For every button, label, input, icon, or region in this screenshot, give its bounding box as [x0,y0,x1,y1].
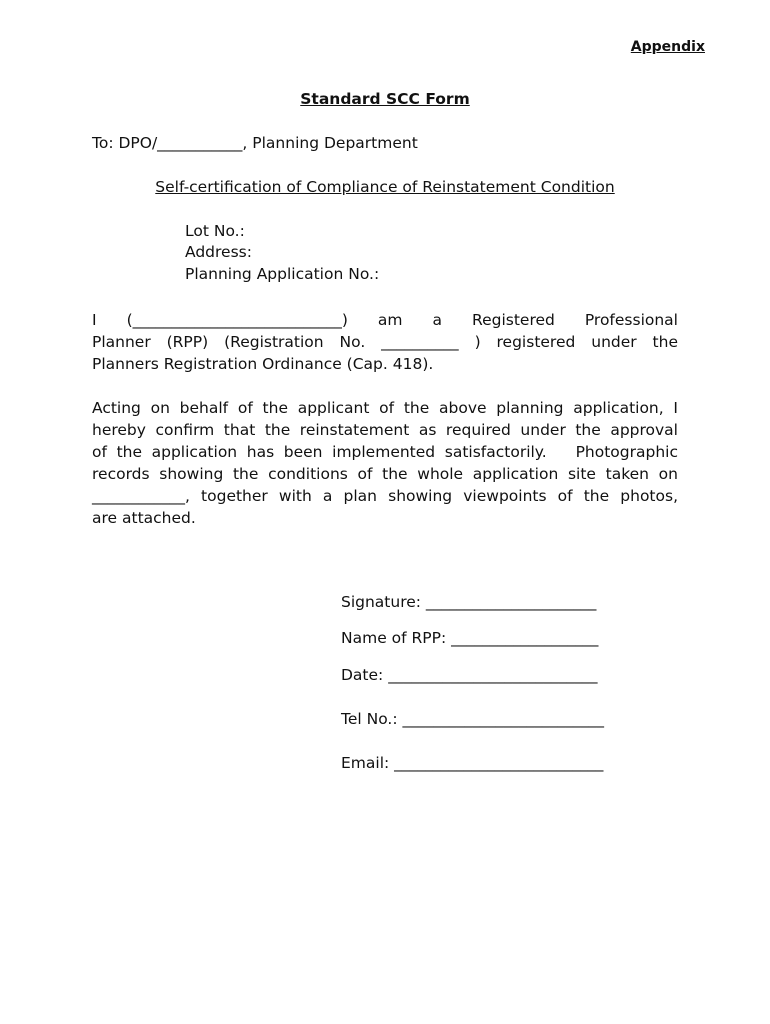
lot-no-label: Lot No.: [185,222,245,240]
paragraph-line: of the application has been implemented satisfactorily. Photographic [92,443,678,461]
paragraph-line: Acting on behalf of the applicant of the above planning application, I [92,399,678,417]
paragraph-line: records showing the conditions of the whole application site taken on [92,465,678,483]
email-field: Email: ___________________________ [341,754,604,772]
form-title: Standard SCC Form [300,90,470,108]
paragraph-line: ____________, together with a plan showing viewpoints of the photos, [92,487,678,505]
paragraph-line: Planner (RPP) (Registration No. __________ ) registered under the [92,333,678,351]
tel-field: Tel No.: __________________________ [341,710,604,728]
addressee-line: To: DPO/___________, Planning Department [92,134,418,152]
appendix-label: Appendix [630,39,705,55]
rpp-name-field: Name of RPP: ___________________ [341,629,599,647]
date-field: Date: ___________________________ [341,666,598,684]
paragraph-line: are attached. [92,509,196,527]
signature-field: Signature: ______________________ [341,593,597,611]
form-subtitle: Self-certification of Compliance of Reinstatement Condition [155,178,615,196]
paragraph-line: hereby confirm that the reinstatement as required under the approval [92,421,678,439]
planning-application-label: Planning Application No.: [185,265,380,283]
paragraph-line: I (___________________________) am a Registered Professional [92,311,678,329]
paragraph-line: Planners Registration Ordinance (Cap. 418). [92,355,434,373]
rpp-declaration-paragraph [92,309,678,375]
confirmation-paragraph [92,397,678,529]
address-label: Address: [185,243,252,261]
